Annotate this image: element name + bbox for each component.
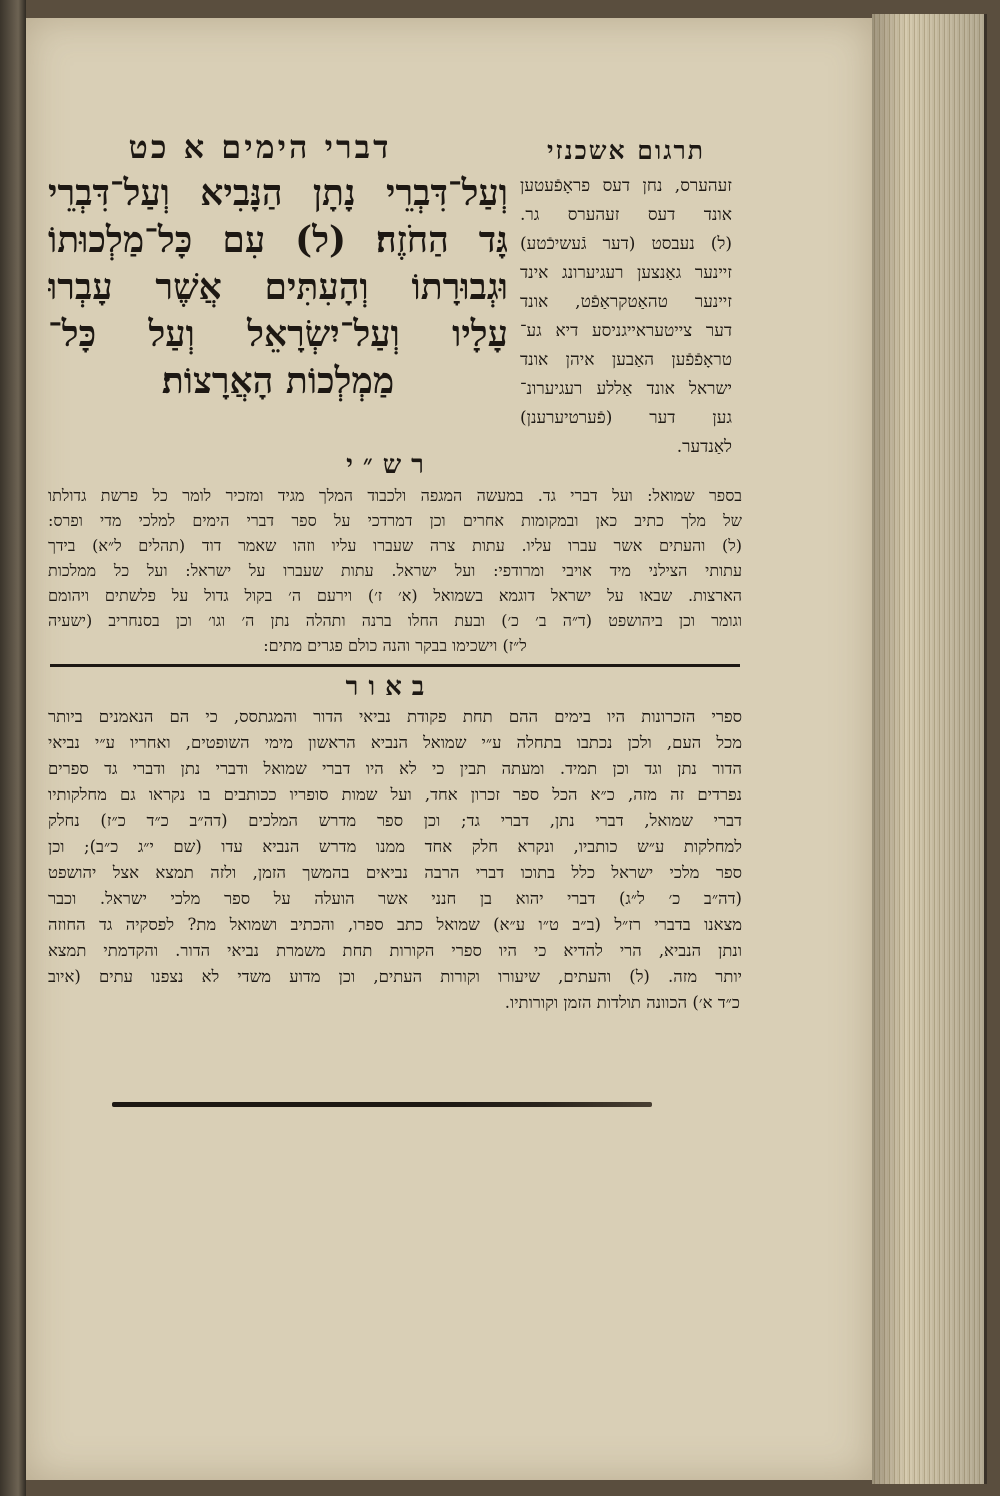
rashi-line: ל״ז) וישכימו בבקר והנה כולם פגרים מתים: <box>263 636 527 655</box>
book-title: דברי הימים א כט <box>128 128 392 166</box>
rashi-line: בספר שמואל: ועל דברי גד. במעשה המגפה ולכבוד המלך מגיד ומזכיר לומר כל פרשת גדולתו <box>48 486 742 505</box>
biur-line: יותר מזה. (ל) והעתים, שיעורו וקורות העתים, וכן מדוע משדי לא נצפנו עתים (איוב <box>48 967 742 986</box>
verse-line: גָּד הַחֹזֶה׃ (ל) עִם כָּל־מַלְכוּתוֹ <box>48 219 508 261</box>
biur-line: למחלקות ע״ש כותביו, ונקרא חלק אחד ממנו מדרש הנביא עדו (שם י״ג כ״ב); וכן <box>48 837 742 856</box>
rashi-line: הארצות. שבאו על ישראל דוגמא בשמואל (א׳ ז׳) וירעם ה׳ בקול גדול על פלשתים ויהומם <box>48 586 742 605</box>
translation-line: (ל) נעבסט (דער גֿעשיכֿטע) <box>520 234 732 254</box>
translation-line: ישראל אונד אַללע רעגיערונ־ <box>520 379 732 399</box>
biur-line: כ״ד א׳) הכוונה תולדות הזמן וקורותיו. <box>504 993 740 1012</box>
verse-line: מַמְלְכוֹת הָאֲרָצוֹת׃ <box>161 360 395 402</box>
verse-line: עָלָיו וְעַל־יִשְׂרָאֵל וְעַל כָּל־ <box>48 313 508 355</box>
translation-title: תרגום אשכנזי <box>546 136 706 165</box>
translation-line: זיינער טהאַטקראַפֿט, אונד <box>520 292 732 312</box>
translation-line: זעהערס, נחן דעס פראָפֿעטען <box>520 176 732 196</box>
rashi-title: רש״י <box>346 450 434 480</box>
rashi-line: (ל) והעתים אשר עברו עליו. עתות צרה שעברו עליו וזהו שאמר דוד (תהלים ל״א) בידך <box>48 536 742 555</box>
rashi-line: של מלך כתיב כאן ובמקומות אחרים וכן דמרדכי על ספר דברי הימים למלכי מדי ופרס: <box>48 511 742 530</box>
previous-page-edge <box>0 0 26 1496</box>
verse-line: וְעַל־דִּבְרֵי נָתָן הַנָּבִיא וְעַל־דִּבְרֵי <box>48 172 508 214</box>
biur-title: באור <box>345 672 435 702</box>
biur-line: דברי שמואל, דברי נתן, דברי גד; וכן ספר מדרש המלכים (דה״ב כ״ד כ״ז) נחלק <box>48 811 742 830</box>
biur-line: נפרדים זה מזה, כ״א הכל ספר זכרון אחד, ועל שמות סופריו ככותבים בו נקראו גם מחלקותיו <box>48 785 742 804</box>
translation-line: אונד דעס זעהערס גר. <box>520 205 732 225</box>
translation-line: טראָפֿפֿען האַבען איהן אונד <box>520 350 732 370</box>
biur-line: ספרי הזכרונות היו בימים ההם תחת פקודת נביאי הדור והמגתסס, כי הם הנאמנים ביותר <box>48 707 742 726</box>
translation-line: דער צייטעראייגניסע דיא גע־ <box>520 321 732 341</box>
biur-line: ספר מלכי ישראל כלל בתוכו דברי הרבה נביאים בהמשך הזמן, ולזה תמצא אצל יהושפט <box>48 863 742 882</box>
biur-line: (דה״ב כ׳ ל״ג) דברי יהוא בן חנני אשר הועלה על ספר מלכי ישראל. וכבר <box>48 889 742 908</box>
biur-line: מכל העם, ולכן נכתבו בתחלה ע״י שמואל הנביא הראשון מימי השופטים, ואחריו ע״י נביאי <box>48 733 742 752</box>
translation-line: זיינער גאַנצען רעגיערונג אינד <box>520 263 732 283</box>
rashi-line: עתותי הצילני מיד אויבי ומרודפי: ועל ישראל. עתות שעברו על ישראל: ועל כל ממלכות <box>48 561 742 580</box>
verse-line: וּגְבוּרָתוֹ וְהָעִתִּים אֲשֶׁר עָבְרוּ <box>48 266 508 308</box>
biur-line: הדור נתן וגד וכן תמיד. ומעתה תבין כי לא היו דברי שמואל ודברי נתן ודברי גד ספרים <box>48 759 742 778</box>
end-rule <box>112 1102 652 1107</box>
biur-line: ונתן הנביא, הרי להדיא כי היו ספרי הקורות תחת משמרת נביאי הדור. והקדמתי תמצא <box>48 941 742 960</box>
rashi-line: וגומר וכן ביהושפט (ד״ה ב׳ כ׳) ובעת החלו ברנה ותהלה נתן ה׳ וגו׳ וכן בסנחריב (ישעיה <box>48 611 742 630</box>
section-divider <box>50 664 740 667</box>
translation-line: לאַנדער. <box>676 437 732 457</box>
translation-line: גען דער (פֿערטיערענן) <box>520 408 732 428</box>
biur-line: מצאנו בדברי רז״ל (ב״ב ט״ו ע״א) שמואל כתב ספרו, והכתיב ושמואל מת? לפסקיה גד החוזה <box>48 915 742 934</box>
